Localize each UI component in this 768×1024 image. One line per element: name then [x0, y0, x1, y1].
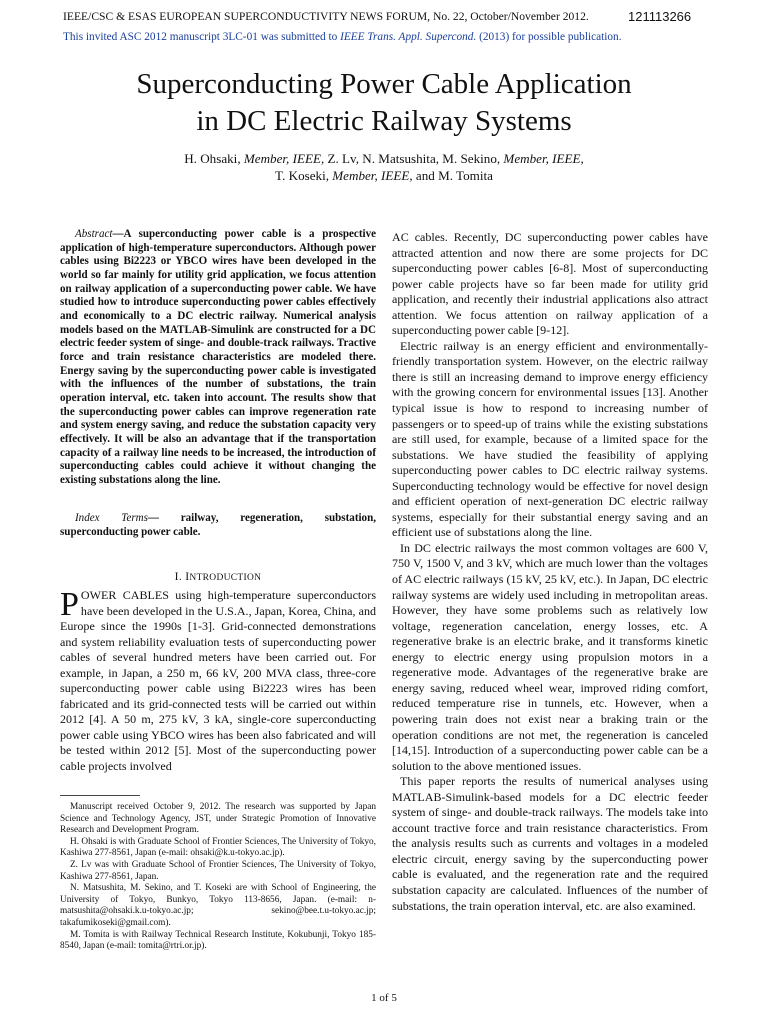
abstract — [60, 228, 376, 487]
section-heading — [60, 570, 376, 583]
paper-title — [60, 66, 708, 140]
body-paragraph: AC cables. Recently, DC superconducting power cables have attracted attention and now there are some projects for DC superconducting power cables [6-8]. Most of superconducting power cable projects have so far been made for utility grid application, and recently their industrial applications also attract attention. We focus attention on railway application of a superconducting power cable [9-12]. — [392, 230, 708, 338]
author-membership: Member, IEEE, — [503, 151, 584, 166]
footnote-matsushita: N. Matsushita, M. Sekino, and T. Koseki are with School of Engineering, the University of Tokyo, Bunkyo, Tokyo 113-8656, Japan. (e-mail: n-matsushita@ohsaki.k.u-tokyo.ac.jp; sekino@bee.t.u-tokyo.ac.jp; takafumikoseki@gmail.com). — [60, 883, 376, 928]
introduction-paragraph — [60, 588, 376, 775]
submission-note-journal: IEEE Trans. Appl. Supercond. — [340, 31, 477, 43]
footnote-lv: Z. Lv was with Graduate School of Frontier Sciences, The University of Tokyo, Kashiwa 277-8561, Japan. — [60, 859, 376, 882]
index-terms — [60, 512, 376, 539]
lead-smallcaps: OWER CABLES — [80, 588, 169, 602]
author-group: Z. Lv, N. Matsushita, M. Sekino, — [324, 151, 504, 166]
authors-line-2 — [60, 167, 708, 184]
footnote-received: Manuscript received October 9, 2012. The research was supported by Japan Science and Technology Agency, JST, under Strategic Promotion of Innovative Research and Development Program. — [60, 802, 376, 836]
journal-header: IEEE/CSC & ESAS EUROPEAN SUPERCONDUCTIVITY NEWS FORUM, No. 22, October/November 2012. — [63, 10, 589, 23]
body-paragraph: Electric railway is an energy efficient and environmentally-friendly transportation system. However, on the electric railway there is still an increasing demand to improve energy efficiency with the growing concern for environmental issues [13]. Another typical issue is how to respond to increasing number of passengers or to speed-up of trains while the existing substations are still used, for example, because of a limited space for the substations. We have studied the feasibility of applying superconducting power cables to DC electric railway systems. Superconducting technology would be effective for novel design and efficient operation of next-generation DC electric railway systems, especially for their substantial energy saving and an efficient use of substations along the line. — [392, 338, 708, 540]
author-membership: Member, IEEE, — [243, 151, 325, 166]
submission-note-prefix: This invited ASC 2012 manuscript 3LC-01 was submitted to — [63, 31, 341, 43]
footnotes — [60, 802, 376, 953]
author-membership: Member, IEEE, — [332, 168, 413, 183]
abstract-label: Abstract — [75, 228, 113, 240]
intro-text: using high-temperature superconductors have been developed in the U.S.A., Japan, Korea, China, and Europe since the 1990s [1-3]. Grid-connected demonstrations and system reliability evaluation tests of superconducting power cables of several hundred meters have been carried out. For example, in Japan, a 250 m, 66 kV, 200 MVA class, three-core superconducting power cable using Bi2223 wires has been fabricated and its grid-connected tests will be carried out within 2012 [4]. A 50 m, 275 kV, 3 kA, single-core superconducting power cable using YBCO wires has been also fabricated and will be tested within 2012 [5]. Most of the superconducting power cable projects involved — [60, 588, 377, 774]
author-list — [60, 150, 708, 184]
index-terms-text: — railway, regeneration, substation, superconducting power cable. — [60, 512, 376, 538]
body-paragraph: In DC electric railways the most common voltages are 600 V, 750 V, 1500 V, and 3 kV, which are much lower than the voltages of AC electric railways (15 kV, 25 kV, etc.). In Japan, DC electric railway systems are widely used including in metropolitan areas. However, they have some problems such as relatively low voltage, regeneration cancelation, energy losses, etc. A regenerative brake is an electric brake, and it transforms kinetic energy to electric energy using propulsion motors in a regenerative mode. Advantages of the regenerative brake are energy saving, reduced wheel wear, improved riding comfort, reduced temperature rise in tunnels, etc. However, when a powering train does not exist near a braking train or the operation conditions are not met, the regeneration is canceled [14,15]. Introduction of a superconducting power cable can be a solution to the above mentioned issues. — [392, 540, 708, 773]
title-line-2: in DC Electric Railway Systems — [196, 105, 572, 137]
footnote-divider — [60, 795, 140, 796]
index-terms-label: Index Terms — [75, 512, 148, 524]
author-tomita: and M. Tomita — [412, 168, 493, 183]
document-number: 121113266 — [628, 9, 692, 24]
footnote-ohsaki: H. Ohsaki is with Graduate School of Frontier Sciences, The University of Tokyo, Kashiwa 277-8561, Japan (e-mail: ohsaki@k.u-tokyo.ac.jp). — [60, 836, 376, 859]
section-initial: I — [185, 570, 190, 583]
section-number: I. — [174, 570, 186, 583]
footnote-tomita: M. Tomita is with Railway Technical Research Institute, Kokubunji, Tokyo 185-8540, Japan (e-mail: tomita@rtri.or.jp). — [60, 929, 376, 952]
authors-line-1 — [60, 150, 708, 167]
page-number: 1 of 5 — [371, 992, 397, 1004]
author-ohsaki: H. Ohsaki, — [184, 151, 244, 166]
body-paragraph: This paper reports the results of numerical analyses using MATLAB-Simulink-based models for a DC electric feeder system of singe- and double-track railways. The models take into account tractive force and train resistance characteristics. From the analysis results such as currents and voltages in a modeled electric circuit, energy saving by the superconducting power cable is evaluated, and the regeneration rate and the required substation capacity are calculated. Influences of the number of substations, the train operation interval, etc. are also examined. — [392, 774, 708, 913]
submission-note-suffix: (2013) for possible publication. — [476, 31, 622, 43]
submission-note — [63, 31, 663, 43]
abstract-text: —A superconducting power cable is a prospective application of high-temperature superconductors. Although power cables using Bi2223 or YBCO wires have been developed in the world so far mainly for utility grid application, we focus attention on railway application of a superconducting power cable. We have studied how to introduce superconducting power cables effectively and economically to a DC electric railway. Numerical analysis models based on the MATLAB-Simulink are constructed for a DC electric feeder system of singe- and double-track railways. Tractive force and train resistance characteristics are modeled there. Energy saving by the superconducting power cable is investigated with the influences of the number of substations, the train operation interval, etc. taken into account. The results show that the superconducting power cables can improve regeneration rate and system energy saving, and reduce the substation capacity very effectively. It will be also an advantage that if the transportation capacity of a railway line needs to be increased, the introduction of superconducting cables could achieve it without changing the existing substations along the line. — [60, 228, 376, 486]
author-koseki: T. Koseki, — [275, 168, 333, 183]
section-title-rest: NTRODUCTION — [189, 573, 262, 583]
drop-cap: P — [60, 586, 79, 623]
right-column — [392, 230, 708, 914]
title-line-1: Superconducting Power Cable Application — [136, 68, 632, 100]
